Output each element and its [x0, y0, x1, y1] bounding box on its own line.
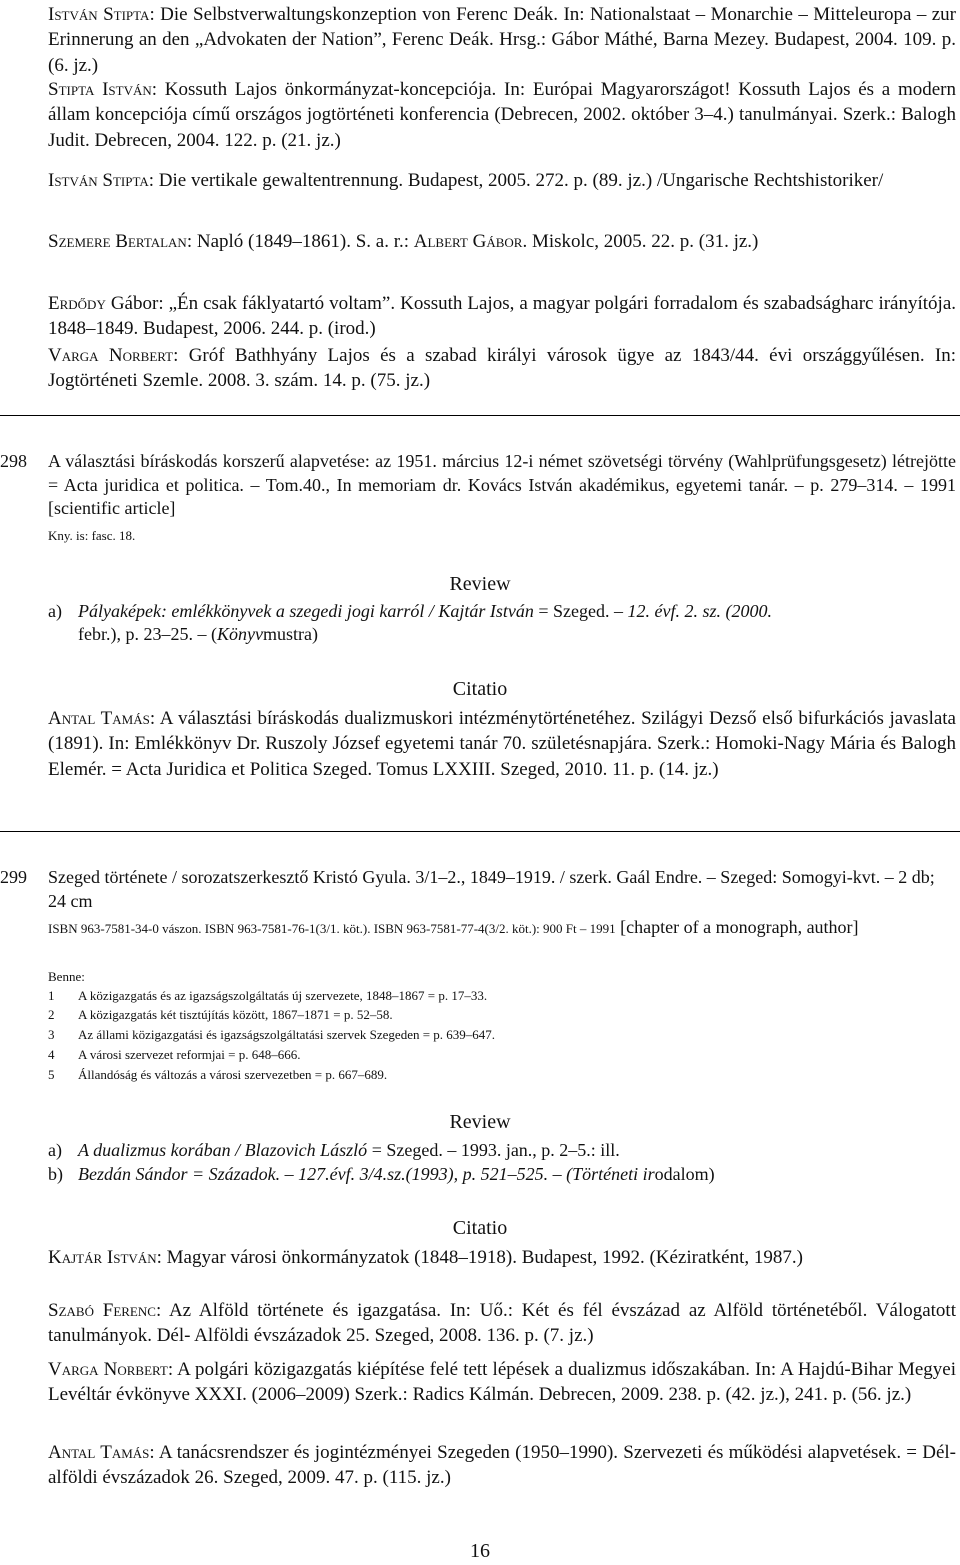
entry-title: Szeged története / sorozatszerkesztő Kristó Gyula. 3/1–2., 1849–1919. / szerk. Gaál Endre. – Szeged: Somogyi-kvt. – 2 db; 24 cm: [48, 867, 935, 911]
review-item: b) Bezdán Sándor = Századok. – 127.évf. 3/4.sz.(1993), p. 521–525. – (Történeti irodalom): [48, 1164, 715, 1184]
entry-title: A választási bíráskodás korszerű alapvetése: az 1951. március 12-i német szövetségi törvény (Wahlprüfungsgesetz) létrejötte = Acta juridica et politica. – Tom.40., In memoriam dr. Kovács István akadémikus, egyetemi tanár. – p. 279–314. – 1991 [scientific article]: [48, 451, 956, 518]
citation-szabo-alfold: Szabó Ferenc: Az Alföld története és igazgatása. In: Uő.: Két és fél évszázad az Alföld történetéből. Válogatott tanulmányok. Dél- Alföldi évszázadok 25. Szeged, 2008. 136. p. (7. jz.): [48, 1300, 956, 1347]
contents-item: 5 Állandóság és változás a városi szervezetben = p. 667–689.: [48, 1067, 388, 1082]
citation-author: Antal Tamás: [48, 1442, 150, 1463]
contents-item: 2 A közigazgatás két tisztújítás között, 1867–1871 = p. 52–58.: [48, 1007, 393, 1022]
entry-divider: [0, 415, 960, 416]
page-number: 16: [470, 1540, 490, 1562]
entry-299: [0, 866, 958, 914]
review-item: a) Pályaképek: emlékkönyvek a szegedi jogi karról / Kajtár István = Szeged. – 12. évf. 2. sz. (2000. febr.), p. 23–25. – (Könyvmustra): [48, 601, 772, 644]
citation-author: Kajtár István: [48, 1247, 157, 1268]
contents-item: 1 A közigazgatás és az igazságszolgáltatás új szervezete, 1848–1867 = p. 17–33.: [48, 988, 488, 1003]
offprint-note: Kny. is: fasc. 18.: [48, 528, 136, 543]
citation-author: Stipta István: [48, 79, 152, 100]
citation-author: Varga Norbert: [48, 1359, 168, 1380]
citation-author: Erdődy: [48, 293, 106, 314]
citatio-heading: Citatio: [452, 1217, 508, 1239]
citation-stipta-selbstverwaltung: István Stipta: Die Selbstverwaltungskonzeption von Ferenc Deák. In: Nationalstaat – Monarchie – Mitteleuropa – zur Erinnerung an den „Advokaten der Nation”, Ferenc Deák. Hrsg.: Gábor Máthé, Barna Mezey. Budapest, 2004. 109. p. (6. jz.): [48, 4, 957, 76]
entry-298: [0, 450, 958, 522]
citatio-heading: Citatio: [452, 678, 508, 700]
citation-kajtar-varosi: Kajtár István: Magyar városi önkormányzatok (1848–1918). Budapest, 1992. (Kéziratként, 1987.): [48, 1247, 803, 1268]
citation-stipta-gewaltentrennung: István Stipta: Die vertikale gewaltentrennung. Budapest, 2005. 272. p. (89. jz.) /Ungarische Rechtshistoriker/: [48, 170, 884, 191]
citation-author: István Stipta: [48, 4, 150, 25]
entry-divider: [0, 831, 960, 832]
citation-author: Szemere Bertalan: [48, 231, 187, 252]
entry-number: 298: [0, 451, 27, 471]
review-label: a): [48, 601, 62, 621]
review-heading: Review: [449, 573, 511, 595]
citation-author: Varga Norbert: [48, 345, 174, 366]
contents-label: Benne:: [48, 969, 85, 984]
contents-item: 4 A városi szervezet reformjai = p. 648–666.: [48, 1047, 301, 1062]
review-heading: Review: [449, 1111, 511, 1133]
citation-author: Szabó Ferenc: [48, 1300, 156, 1321]
review-item: a) A dualizmus korában / Blazovich László = Szeged. – 1993. jan., p. 2–5.: ill.: [48, 1140, 620, 1160]
citation-erdody-faklyatarto: Erdődy Gábor: „Én csak fáklyatartó voltam”. Kossuth Lajos, a magyar polgári forradalom és szabadságharc irányítója. 1848–1849. Budapest, 2006. 244. p. (irod.): [48, 293, 956, 340]
isbn-line: ISBN 963-7581-34-0 vászon. ISBN 963-7581-76-1(3/1. köt.). ISBN 963-7581-77-4(3/2. köt.): 900 Ft – 1991 [chapter of a monograph, author]: [48, 917, 859, 937]
citation-szemere-naplo: Szemere Bertalan: Napló (1849–1861). S. a. r.: Albert Gábor. Miskolc, 2005. 22. p. (31. jz.): [48, 231, 759, 252]
citation-author: István Stipta: [48, 170, 149, 191]
contents-item: 3 Az állami közigazgatási és igazságszolgáltatási szervek Szegeden = p. 639–647.: [48, 1027, 496, 1042]
citation-stipta-kossuth: Stipta István: Kossuth Lajos önkormányzat-koncepciója. In: Európai Magyarországot! Kossuth Lajos és a modern állam koncepciója című országos jogtörténeti konferencia (Debrecen, 2002. október 3–4.) tanulmányai. Szerk.: Balogh Judit. Debrecen, 2004. 122. p. (21. jz.): [48, 79, 956, 151]
citation-author: Antal Tamás: [48, 708, 150, 729]
review-label: a): [48, 1140, 62, 1160]
citation-varga-kozigazgatas: Varga Norbert: A polgári közigazgatás kiépítése felé tett lépések a dualizmus időszakában. In: A Hajdú-Bihar Megyei Levéltár évkönyve XXXI. (2006–2009) Szerk.: Radics Kálmán. Debrecen, 2009. 238. p. (42. jz.), 241. p. (56. jz.): [48, 1359, 957, 1406]
entry-number: 299: [0, 867, 27, 887]
citation-antal-tanacsrendszer: Antal Tamás: A tanácsrendszer és jogintézményei Szegeden (1950–1990). Szervezeti és működési alapvetések. = Dél-alföldi évszázadok 26. Szeged, 2009. 47. p. (115. jz.): [48, 1442, 956, 1489]
review-label: b): [48, 1164, 63, 1184]
citation-varga-batthyany: Varga Norbert: Gróf Bathhyány Lajos és a szabad királyi városok ügye az 1843/44. évi országgyűlésen. In: Jogtörténeti Szemle. 2008. 3. szám. 14. p. (75. jz.): [48, 345, 956, 392]
citation-antal-valasztasi: Antal Tamás: A választási bíráskodás dualizmuskori intézménytörténetéhez. Szilágyi Dezső első bifurkációs javaslata (1891). In: Emlékkönyv Dr. Ruszoly József egyetemi tanár 70. születésnapjára. Szerk.: Homoki-Nagy Mária és Balogh Elemér. = Acta Juridica et Politica Szeged. Tomus LXXIII. Szeged, 2010. 11. p. (14. jz.): [48, 708, 956, 780]
